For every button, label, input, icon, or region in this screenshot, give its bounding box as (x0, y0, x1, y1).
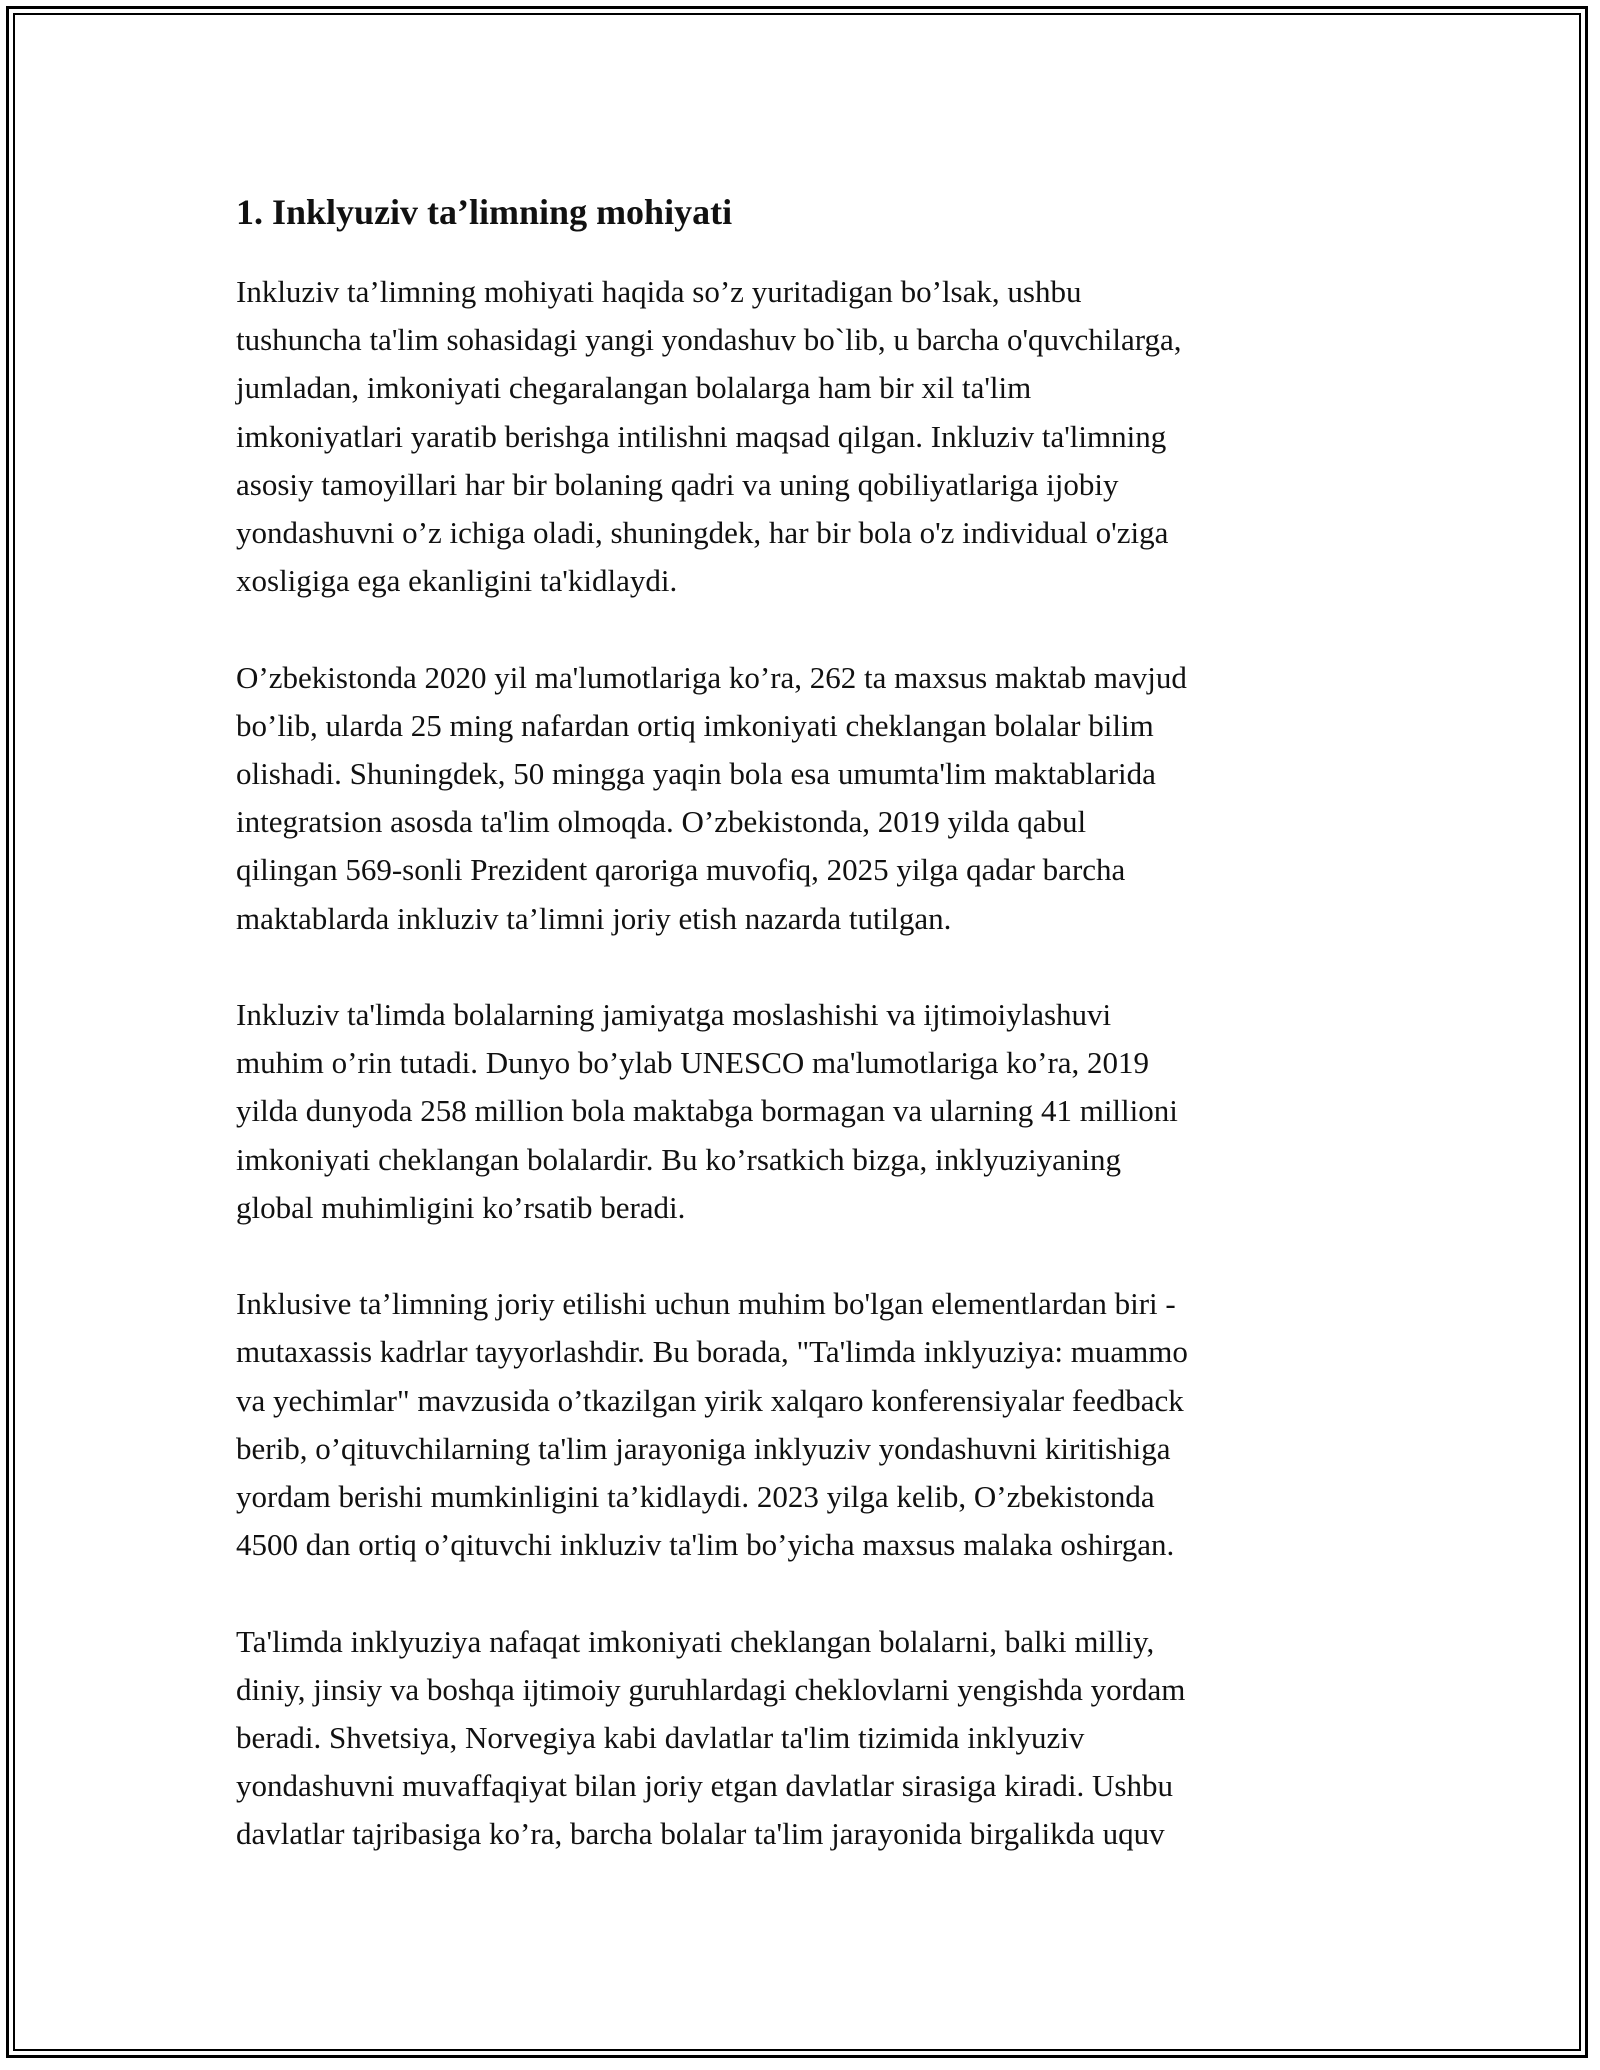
paragraph-4 (236, 1280, 1376, 1569)
paragraph-2 (236, 654, 1376, 943)
text-line: Inkluziv ta'limda bolalarning jamiyatga moslashishi va ijtimoiylashuvi (236, 997, 1112, 1033)
text-line: integratsion asosda ta'lim olmoqda. O’zbekistonda, 2019 yilda qabul (236, 804, 1087, 840)
text-line: yilda dunyoda 258 million bola maktabga bormagan va ularning 41 millioni (236, 1093, 1178, 1129)
text-line: berib, o’qituvchilarning ta'lim jarayoniga inklyuziv yondashuvni kiritishiga (236, 1430, 1171, 1466)
paragraph-1 (236, 268, 1376, 605)
text-line: diniy, jinsiy va boshqa ijtimoiy guruhlardagi cheklovlarni yengishda yordam (236, 1671, 1186, 1707)
text-line: imkoniyatlari yaratib berishga intilishni maqsad qilgan. Inkluziv ta'limning (236, 418, 1167, 454)
text-line: global muhimligini ko’rsatib beradi. (236, 1189, 686, 1225)
text-line: va yechimlar" mavzusida o’tkazilgan yirik xalqaro konferensiyalar feedback (236, 1382, 1184, 1418)
text-line: davlatlar tajribasiga ko’ra, barcha bolalar ta'lim jarayonida birgalikda uquv (236, 1816, 1165, 1852)
text-line: maktablarda inkluziv ta’limni joriy etish nazarda tutilgan. (236, 900, 952, 936)
text-line: Inkluziv ta’limning mohiyati haqida so’z yuritadigan bo’lsak, ushbu (236, 274, 1082, 309)
document-body (236, 186, 1376, 1859)
text-line: olishadi. Shuningdek, 50 mingga yaqin bola esa umumta'lim maktablarida (236, 756, 1156, 792)
text-line: jumladan, imkoniyati chegaralangan bolalarga ham bir xil ta'lim (236, 370, 1032, 406)
paragraph-5 (236, 1618, 1376, 1859)
text-line: beradi. Shvetsiya, Norvegiya kabi davlatlar ta'lim tizimida inklyuziv (236, 1720, 1085, 1756)
text-line: qilingan 569-sonli Prezident qaroriga muvofiq, 2025 yilga qadar barcha (236, 852, 1126, 888)
text-line: yondashuvni muvaffaqiyat bilan joriy etgan davlatlar sirasiga kiradi. Ushbu (236, 1768, 1173, 1804)
text-line: bo’lib, ularda 25 ming nafardan ortiq imkoniyati cheklangan bolalar bilim (236, 707, 1154, 743)
paragraph-3 (236, 991, 1376, 1232)
text-line: mutaxassis kadrlar tayyorlashdir. Bu borada, "Ta'limda inklyuziya: muammo (236, 1334, 1188, 1370)
text-line: Ta'limda inklyuziya nafaqat imkoniyati cheklangan bolalarni, balki milliy, (236, 1623, 1155, 1659)
text-line: asosiy tamoyillari har bir bolaning qadri va uning qobiliyatlariga ijobiy (236, 466, 1119, 502)
text-line: muhim o’rin tutadi. Dunyo bo’ylab UNESCO ma'lumotlariga ko’ra, 2019 (236, 1045, 1150, 1081)
text-line: O’zbekistonda 2020 yil ma'lumotlariga ko’ra, 262 ta maxsus maktab mavjud (236, 659, 1187, 695)
text-line: imkoniyati cheklangan bolalardir. Bu ko’rsatkich bizga, inklyuziyaning (236, 1141, 1121, 1177)
text-line: 4500 dan ortiq o’qituvchi inkluziv ta'lim bo’yicha maxsus malaka oshirgan. (236, 1527, 1175, 1563)
text-line: yondashuvni o’z ichiga oladi, shuningdek, har bir bola o'z individual o'ziga (236, 515, 1169, 551)
text-line: tushuncha ta'lim sohasidagi yangi yondashuv bo`lib, u barcha o'quvchilarga, (236, 322, 1182, 358)
text-line: Inklusive ta’limning joriy etilishi uchun muhim bo'lgan elementlardan biri - (236, 1286, 1176, 1322)
text-line: xosligiga ega ekanligini ta'kidlaydi. (236, 563, 678, 599)
text-line: yordam berishi mumkinligini ta’kidlaydi. 2023 yilga kelib, O’zbekistonda (236, 1479, 1155, 1515)
section-heading: 1. Inklyuziv ta’limning mohiyati (236, 192, 733, 232)
